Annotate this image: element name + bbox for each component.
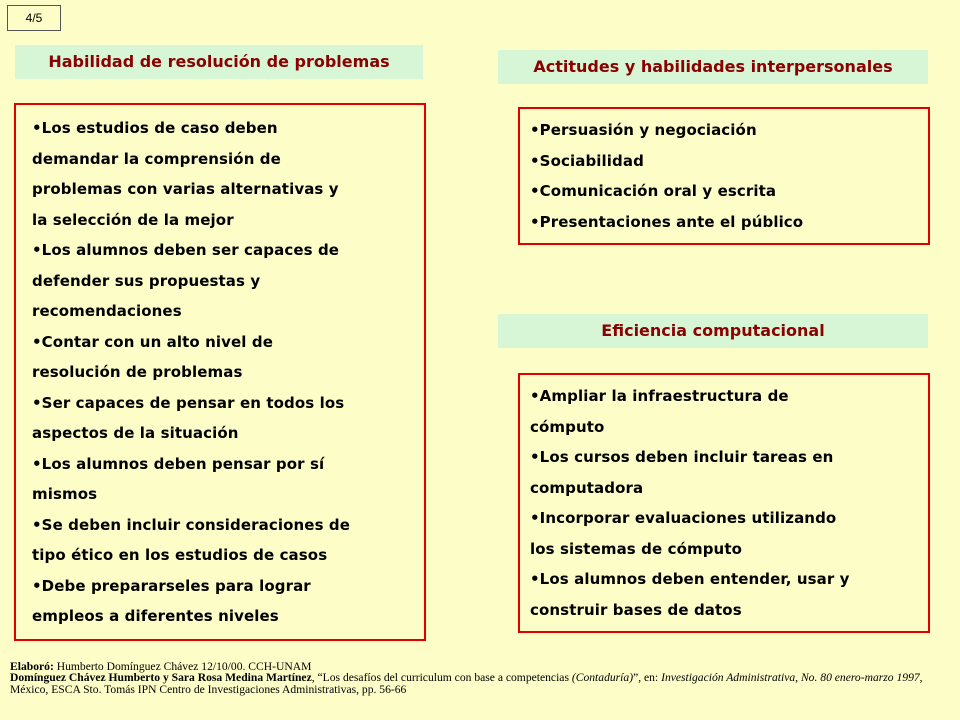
interpersonal-list (530, 115, 920, 237)
computing-title: Eficiencia computacional (601, 321, 825, 340)
footer-ref-italic1: (Contaduría) (571, 671, 634, 685)
footer-ref-part1: , “Los desafíos del curriculum con base a competencias (311, 671, 572, 685)
list-item: •Ser capaces de pensar en todos los aspectos de la situación (32, 393, 345, 442)
list-item: •Persuasión y negociación (530, 121, 757, 139)
footer-ref-italic2: Investigación Administrativa, No. 80 enero-marzo 1997 (661, 671, 920, 685)
list-item: •Comunicación oral y escrita (530, 182, 777, 200)
problem-solving-list (32, 113, 416, 632)
list-item: •Presentaciones ante el público (530, 212, 804, 231)
problem-solving-heading (15, 45, 423, 79)
footer-citation (10, 672, 955, 695)
list-item: •Contar con un alto nivel de resolución de problemas (32, 332, 273, 381)
footer-reference (10, 661, 955, 695)
interpersonal-title: Actitudes y habilidades interpersonales (533, 57, 893, 76)
page-number: 4/5 (7, 5, 61, 31)
footer-elaboro-label: Elaboró: (10, 660, 54, 673)
footer-authors: Domínguez Chávez Humberto y Sara Rosa Medina Martínez (10, 671, 312, 685)
list-item: •Se deben incluir consideraciones de tipo ético en los estudios de casos (32, 515, 351, 564)
list-item: •Sociabilidad (530, 151, 644, 170)
interpersonal-box (518, 107, 930, 245)
footer-ref-part3: , México, ESCA Sto. Tomás IPN Centro de Investigaciones Administrativas, pp. 56-66 (10, 671, 923, 696)
list-item: •Ampliar la infraestructura de cómputo (530, 387, 789, 436)
list-item: •Los alumnos deben entender, usar y construir bases de datos (530, 570, 850, 619)
interpersonal-heading (498, 50, 928, 84)
computing-heading (498, 314, 928, 348)
list-item: •Incorporar evaluaciones utilizando los sistemas de cómputo (530, 509, 837, 558)
list-item: •Los estudios de caso deben demandar la comprensión de problemas con varias alternativas y la selección de la mejor (32, 119, 339, 229)
problem-solving-title: Habilidad de resolución de problemas (48, 52, 390, 71)
computing-box (518, 373, 930, 633)
footer-elaboro-text: Humberto Domínguez Chávez 12/10/00. CCH-UNAM (53, 660, 312, 673)
computing-list (530, 381, 920, 625)
list-item: •Los cursos deben incluir tareas en computadora (530, 448, 834, 497)
problem-solving-box (14, 103, 426, 641)
footer-ref-part2: ”, en: (633, 671, 662, 685)
list-item: •Los alumnos deben ser capaces de defender sus propuestas y recomendaciones (32, 241, 340, 320)
list-item: •Los alumnos deben pensar por sí mismos (32, 454, 325, 503)
list-item: •Debe prepararseles para lograr empleos a diferentes niveles (32, 576, 311, 625)
